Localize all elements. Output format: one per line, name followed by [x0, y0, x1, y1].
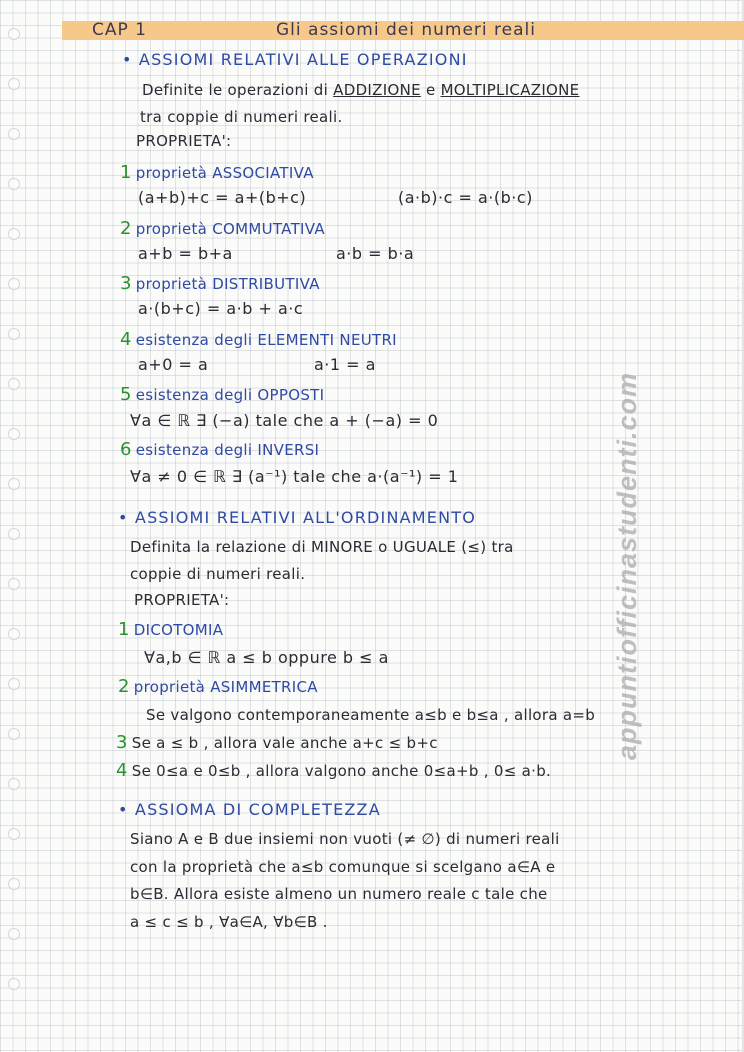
- completeness-line: b∈B. Allora esiste almeno un numero reale c tale che: [130, 885, 548, 903]
- completeness-line: a ≤ c ≤ b , ∀a∈A, ∀b∈B .: [130, 913, 328, 931]
- moltiplicazione-term: MOLTIPLICAZIONE: [440, 81, 580, 99]
- property-statement: 4 Se 0≤a e 0≤b , allora valgono anche 0≤a+b , 0≤ a·b.: [116, 760, 552, 781]
- property-heading: 6 esistenza degli INVERSI: [120, 439, 320, 460]
- formula: a·(b+c) = a·b + a·c: [138, 299, 304, 318]
- formula: ∀a ≠ 0 ∈ ℝ ∃ (a⁻¹) tale che a·(a⁻¹) = 1: [130, 467, 459, 486]
- section-title-operations: • ASSIOMI RELATIVI ALLE OPERAZIONI: [122, 50, 468, 69]
- property-heading: 5 esistenza degli OPPOSTI: [120, 384, 325, 405]
- formula: Se valgono contemporaneamente a≤b e b≤a , allora a=b: [146, 706, 596, 724]
- chapter-label: CAP 1: [92, 20, 147, 40]
- notebook-margin-holes: [0, 0, 26, 1052]
- completeness-line: con la proprietà che a≤b comunque si scelgano a∈A e: [130, 858, 556, 876]
- completeness-line: Siano A e B due insiemi non vuoti (≠ ∅) di numeri reali: [130, 830, 560, 848]
- property-heading: 4 esistenza degli ELEMENTI NEUTRI: [120, 329, 397, 350]
- formula: a+b = b+a: [138, 244, 233, 263]
- addizione-term: ADDIZIONE: [333, 81, 421, 99]
- section-intro-line: Definita la relazione di MINORE o UGUALE (≤) tra: [130, 538, 514, 556]
- property-heading: 3 proprietà DISTRIBUTIVA: [120, 273, 320, 294]
- section-intro-line: Definite le operazioni di ADDIZIONE e MOLTIPLICAZIONE: [142, 81, 580, 99]
- section-title-ordering: • ASSIOMI RELATIVI ALL'ORDINAMENTO: [118, 508, 477, 527]
- formula: (a·b)·c = a·(b·c): [398, 188, 533, 207]
- formula: ∀a,b ∈ ℝ a ≤ b oppure b ≤ a: [144, 648, 389, 667]
- section-intro-line: coppie di numeri reali.: [130, 565, 306, 583]
- properties-label: PROPRIETA':: [136, 132, 232, 150]
- formula: ∀a ∈ ℝ ∃ (−a) tale che a + (−a) = 0: [130, 411, 439, 430]
- section-title-completeness: • ASSIOMA DI COMPLETEZZA: [118, 800, 381, 819]
- section-intro-line: tra coppie di numeri reali.: [140, 108, 343, 126]
- property-heading: 2 proprietà COMMUTATIVA: [120, 218, 325, 239]
- formula: a·1 = a: [314, 355, 376, 374]
- property-heading: 1 proprietà ASSOCIATIVA: [120, 162, 314, 183]
- formula: a·b = b·a: [336, 244, 415, 263]
- formula: a+0 = a: [138, 355, 209, 374]
- watermark-text: appuntiofficinastudenti.com: [612, 371, 642, 760]
- formula: (a+b)+c = a+(b+c): [138, 188, 307, 207]
- property-heading: 1 DICOTOMIA: [118, 619, 224, 640]
- property-statement: 3 Se a ≤ b , allora vale anche a+c ≤ b+c: [116, 732, 438, 753]
- page-title: Gli assiomi dei numeri reali: [276, 20, 536, 40]
- property-heading: 2 proprietà ASIMMETRICA: [118, 676, 318, 697]
- properties-label: PROPRIETA':: [134, 591, 230, 609]
